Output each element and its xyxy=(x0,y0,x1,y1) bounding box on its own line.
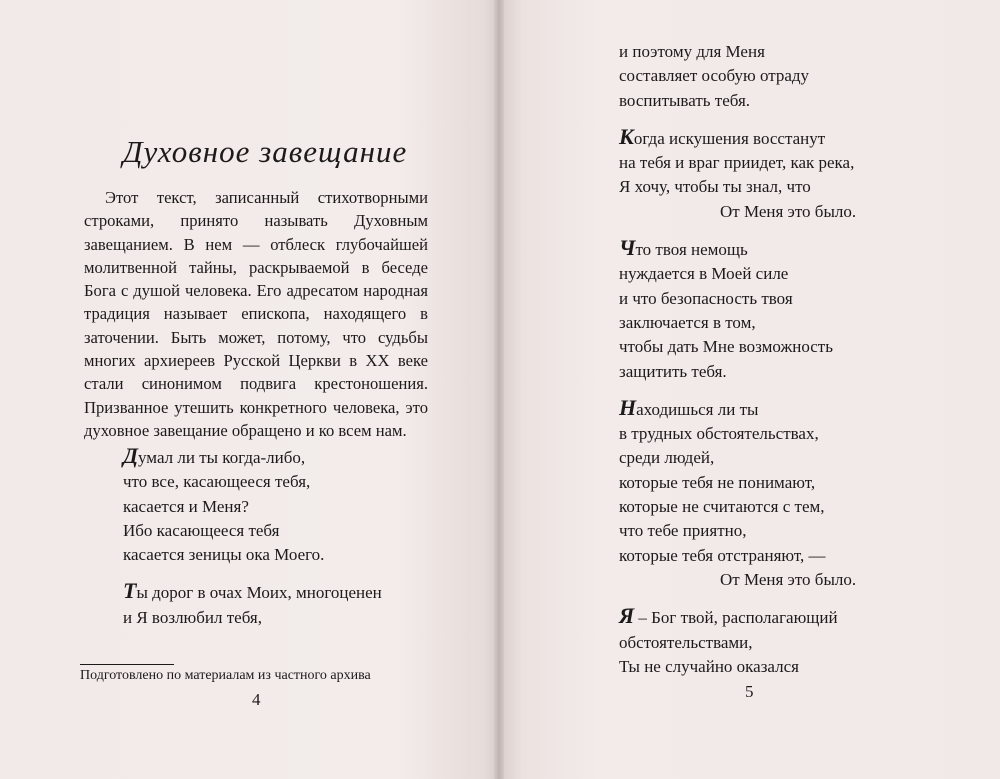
poem-line-text: умал ли ты когда-либо, xyxy=(138,448,306,467)
poem-refrain: От Меня это было. xyxy=(720,201,857,221)
poem-stanza xyxy=(619,237,856,384)
page-title: Духовное завещание xyxy=(122,134,408,169)
left-page xyxy=(0,0,498,779)
poem-line: чтобы дать Мне возможность xyxy=(619,337,833,357)
poem-right xyxy=(619,40,856,679)
poem-line: которые тебя отстраняют, — xyxy=(619,545,826,565)
poem-line: среди людей, xyxy=(619,448,715,468)
poem-line: составляет особую отраду xyxy=(619,66,810,86)
poem-line: заключается в том, xyxy=(619,312,756,332)
drop-initial: Ч xyxy=(619,235,636,261)
drop-initial: Я xyxy=(619,603,635,629)
poem-line: что все, касающееся тебя, xyxy=(123,472,311,492)
poem-line: защитить тебя. xyxy=(619,361,727,381)
poem-line xyxy=(619,605,856,630)
poem-line: которые тебя не понимают, xyxy=(619,472,816,492)
poem-line: в трудных обстоятельствах, xyxy=(619,424,819,444)
poem-line-text: – Бог твой, располагающий xyxy=(634,608,838,628)
poem-line: нуждается в Моей силе xyxy=(619,264,789,284)
poem-refrain: От Меня это было. xyxy=(720,569,857,589)
poem-stanza xyxy=(123,580,382,630)
poem-line: которые не считаются с тем, xyxy=(619,497,825,517)
poem-line: касается зеницы ока Моего. xyxy=(123,545,325,565)
poem-line: Я хочу, чтобы ты знал, что xyxy=(619,177,811,197)
poem-line-text: аходишься ли ты xyxy=(636,399,759,419)
poem-line-text: огда искушения восстанут xyxy=(633,128,826,148)
drop-initial: Т xyxy=(123,578,137,604)
page-number-right: 5 xyxy=(745,682,754,701)
drop-initial: Н xyxy=(619,394,637,420)
poem-line xyxy=(619,237,856,262)
poem-line: что тебе приятно, xyxy=(619,521,747,541)
poem-line xyxy=(619,394,856,422)
poem-stanza xyxy=(123,445,382,567)
footnote: Подготовлено по материалам из частного архива xyxy=(80,668,371,683)
poem-line xyxy=(123,580,382,605)
poem-line xyxy=(619,123,856,151)
poem-line: на тебя и враг приидет, как река, xyxy=(619,153,855,173)
poem-stanza xyxy=(619,394,857,592)
poem-stanza xyxy=(619,123,857,224)
poem-line: касается и Меня? xyxy=(123,496,249,516)
page-number-left: 4 xyxy=(252,690,261,709)
intro-paragraph: Этот текст, записанный стихотворными строками, принято называть Духовным завещанием. В нем — отблеск глубочайшей молитвенной тайны, раскрываемой в беседе Бога с душой человека. Его адресатом народная традиция называет епископа, находящего в заточении. Быть может, потому, что судьбы многих архиереев Русской Церкви в XX веке стали синонимом подвига крестоношения. Призванное утешить конкретного человека, это духовное завещание обращено и ко всем нам. xyxy=(84,188,428,440)
poem-line: обстоятельствами, xyxy=(619,632,753,652)
poem-left xyxy=(123,445,382,630)
poem-stanza xyxy=(619,40,856,113)
footnote-rule xyxy=(80,664,174,665)
poem-line-text: то твоя немощь xyxy=(635,240,748,260)
poem-line: Ты не случайно оказался xyxy=(619,656,799,676)
poem-line-text: ы дорог в очах Моих, многоценен xyxy=(136,583,382,603)
poem-line: воспитывать тебя. xyxy=(619,90,751,110)
poem-line: и что безопасность твоя xyxy=(619,288,793,308)
drop-initial: Д xyxy=(123,443,139,468)
book-gutter xyxy=(494,0,504,779)
poem-line: и Я возлюбил тебя, xyxy=(123,607,262,627)
poem-stanza xyxy=(619,605,856,679)
drop-initial: К xyxy=(619,123,634,149)
poem-line: Ибо касающееся тебя xyxy=(123,520,280,540)
poem-line xyxy=(123,445,382,470)
poem-line: и поэтому для Меня xyxy=(619,42,765,61)
